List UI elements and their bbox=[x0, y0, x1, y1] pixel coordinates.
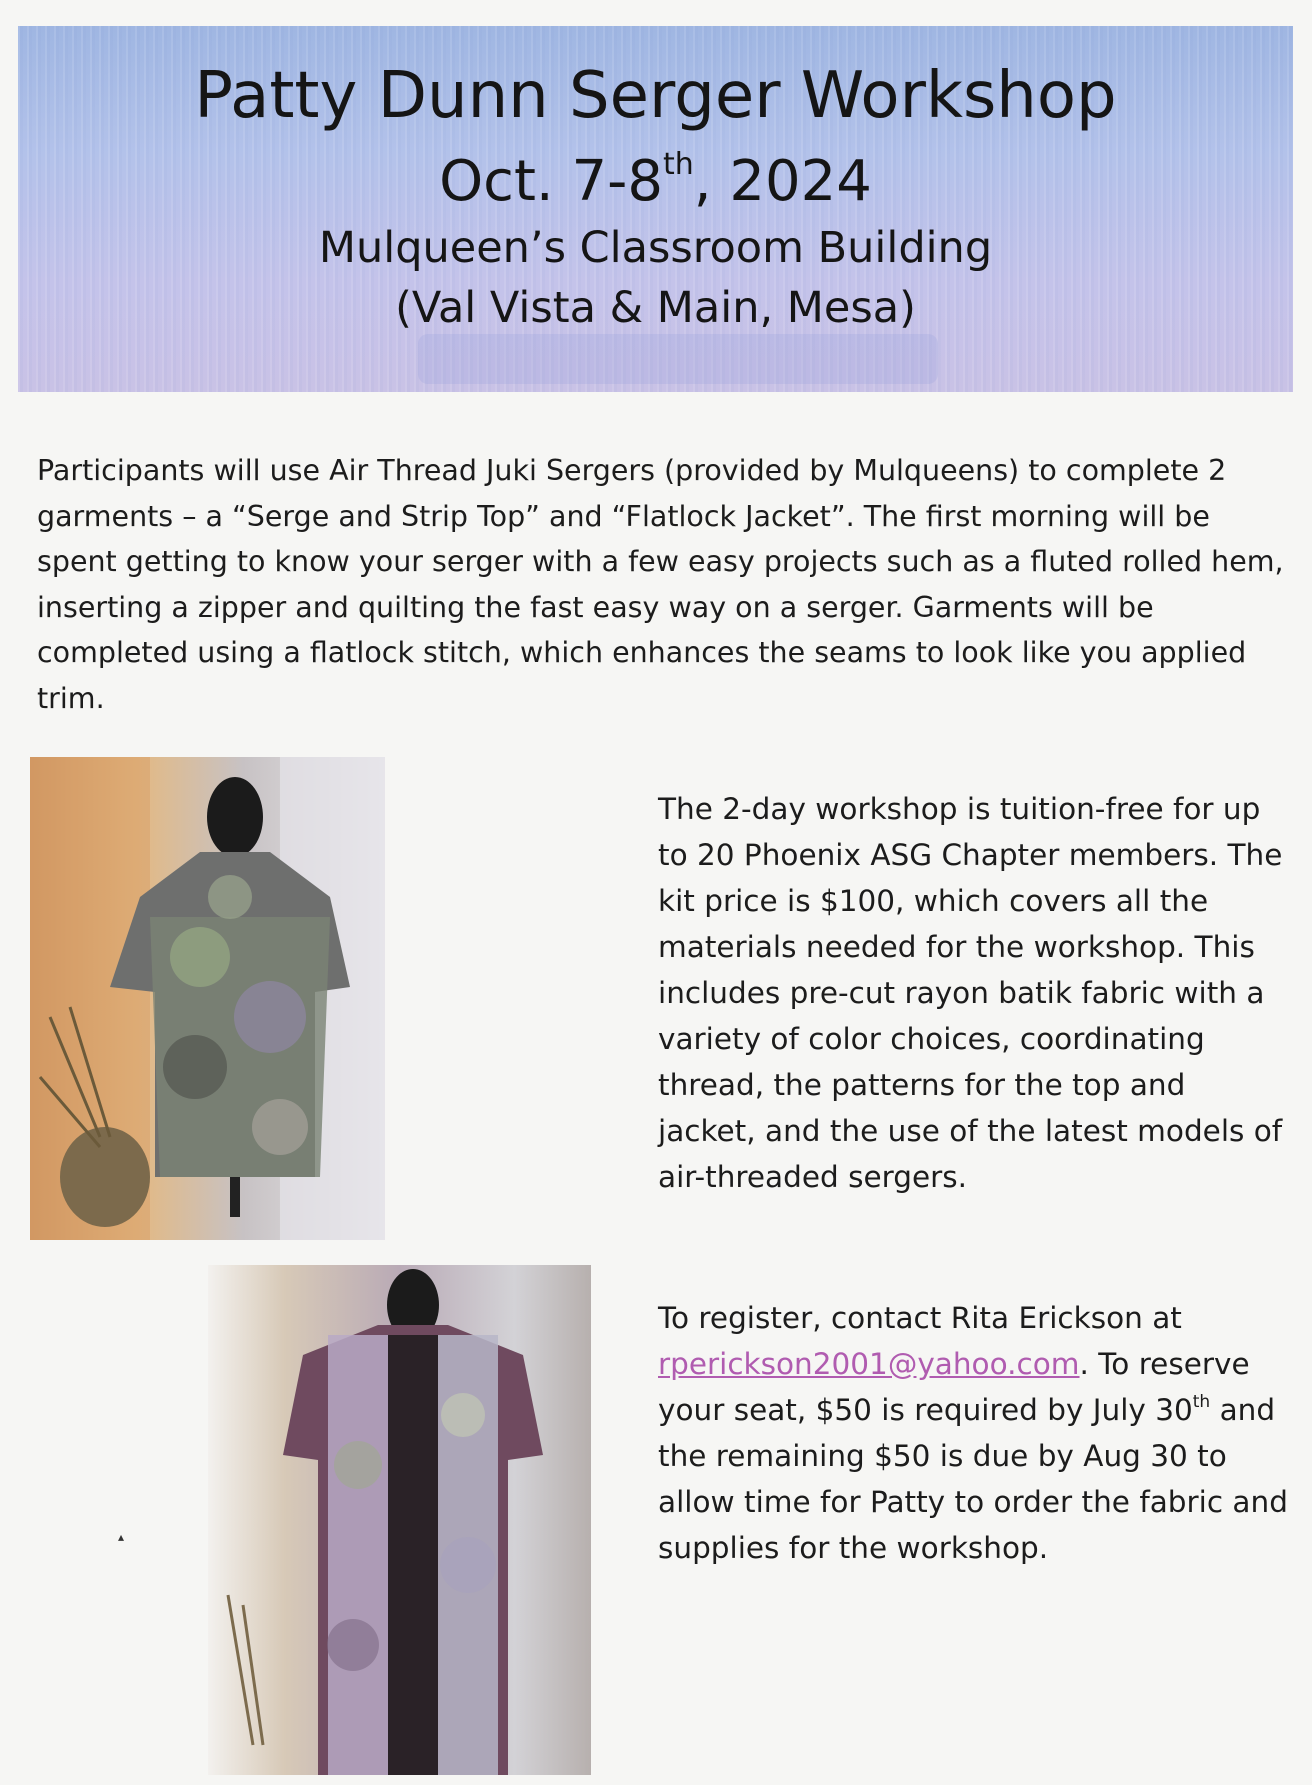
venue-name: Mulqueen’s Classroom Building bbox=[318, 223, 993, 273]
top-garment-illustration bbox=[30, 757, 385, 1240]
register-part2: . To reserve your seat, $50 is required by July 30 bbox=[658, 1347, 1250, 1427]
registration-info bbox=[658, 1295, 1288, 1571]
register-ordinal: th bbox=[1192, 1392, 1211, 1412]
workshop-details: The 2-day workshop is tuition-free for up to 20 Phoenix ASG Chapter members. The kit price is $100, which covers all the materials needed for the workshop. This includes pre-cut rayon batik fabric with a variety of color choices, coordinating thread, the patterns for the top and jacket, and the use of the latest models of air-threaded sergers. bbox=[658, 792, 1283, 1194]
header-banner bbox=[18, 26, 1293, 392]
jacket-garment-illustration bbox=[208, 1265, 591, 1775]
page-title: Patty Dunn Serger Workshop bbox=[194, 59, 1117, 133]
scan-speck-icon: ▴ bbox=[118, 1530, 125, 1544]
email-link[interactable]: rperickson2001@yahoo.com bbox=[658, 1347, 1080, 1381]
date-year: , 2024 bbox=[693, 149, 872, 214]
venue-location: (Val Vista & Main, Mesa) bbox=[395, 283, 916, 333]
register-part3: and the remaining $50 is due by Aug 30 to allow time for Patty to order the fabric and supplies for the workshop. bbox=[658, 1393, 1288, 1565]
event-date bbox=[18, 147, 1293, 214]
date-prefix: Oct. 7-8 bbox=[439, 149, 663, 214]
photo-serge-strip-top bbox=[30, 757, 385, 1240]
intro-paragraph: Participants will use Air Thread Juki Sergers (provided by Mulqueens) to complete 2 garments – a “Serge and Strip Top” and “Flatlock Jacket”. The first morning will be spent getting to know your serger with a few easy projects such as a fluted rolled hem, inserting a zipper and quilting the fast easy way on a serger. Garments will be completed using a flatlock stitch, which enhances the seams to look like you applied trim. bbox=[37, 454, 1284, 715]
banner-watermark bbox=[418, 334, 938, 384]
register-lead: To register, contact Rita Erickson at bbox=[658, 1301, 1182, 1335]
date-ordinal: th bbox=[662, 147, 694, 182]
photo-flatlock-jacket bbox=[208, 1265, 591, 1775]
